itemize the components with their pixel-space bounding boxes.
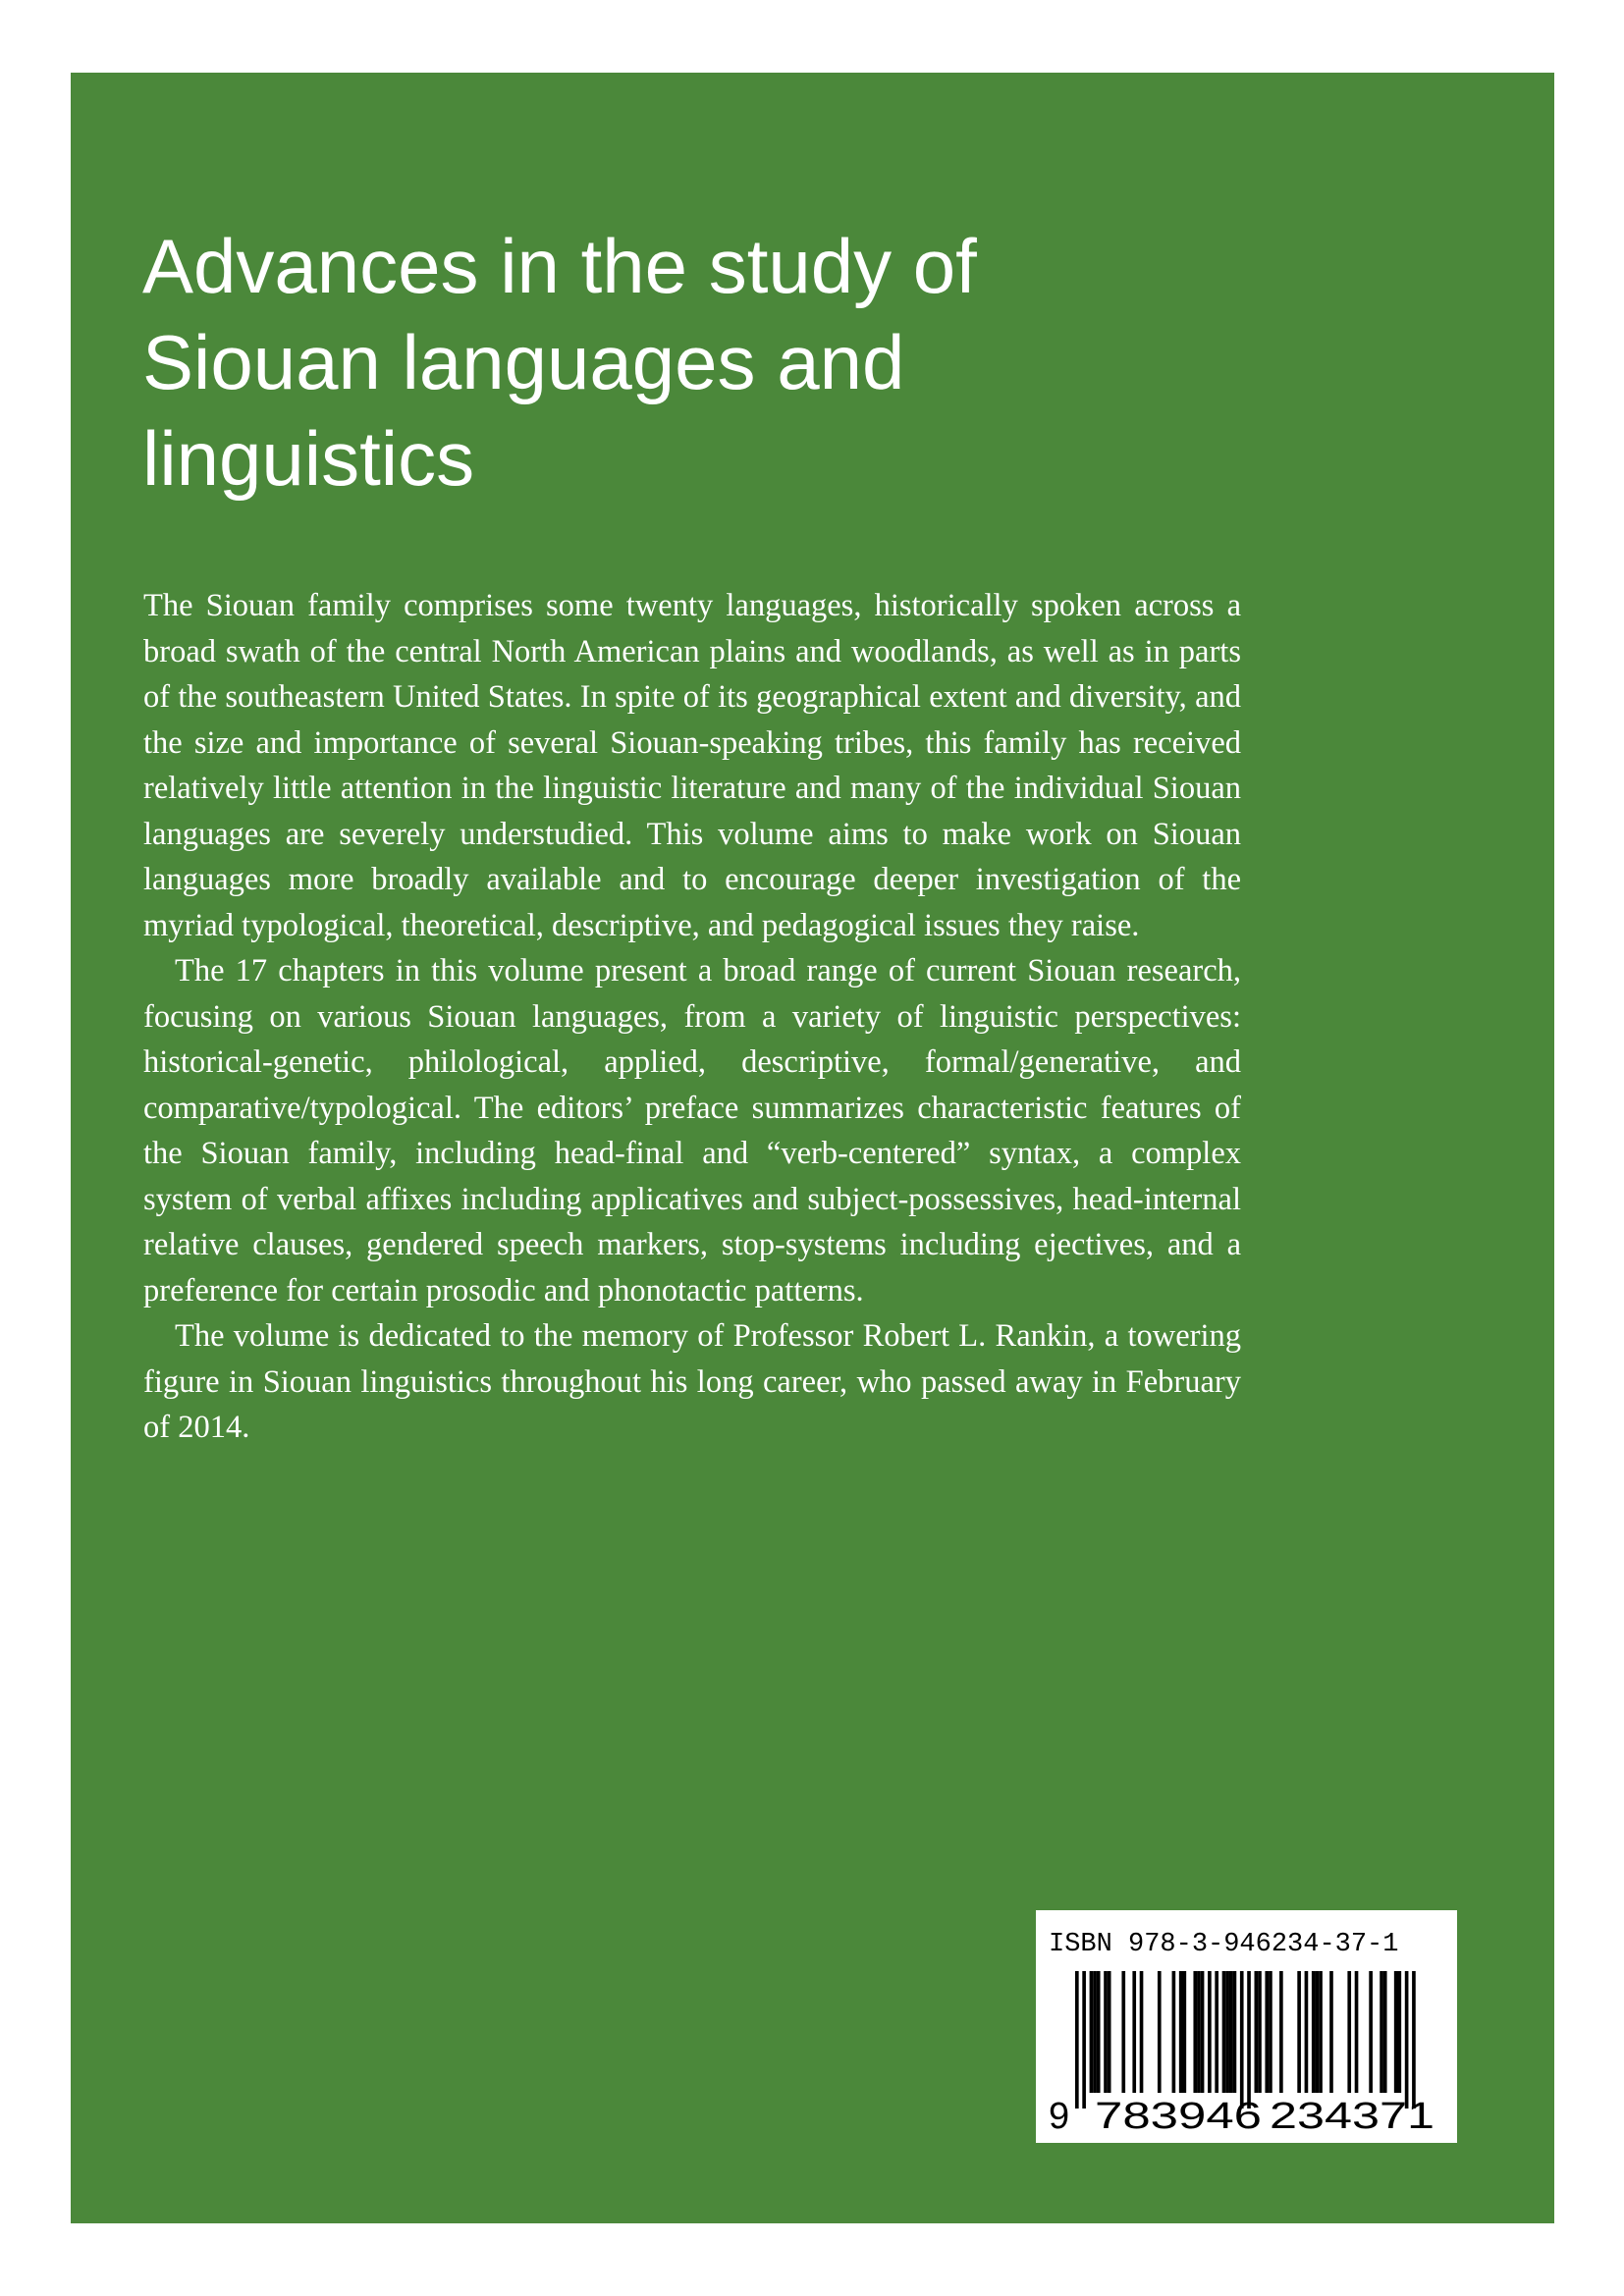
barcode-bar	[1208, 1971, 1212, 2093]
barcode-bar	[1394, 1971, 1398, 2093]
book-title	[142, 218, 1222, 507]
barcode-bar	[1222, 1971, 1226, 2093]
barcode-bar	[1090, 1971, 1094, 2093]
barcode-bar	[1179, 1971, 1183, 2093]
barcode-bar	[1383, 1971, 1387, 2093]
barcode-bar	[1097, 1971, 1101, 2093]
barcode-bar	[1197, 1971, 1201, 2093]
title-line-1: Advances in the study of	[142, 223, 977, 309]
barcode-bar	[1233, 1971, 1237, 2093]
barcode-bar	[1093, 1971, 1097, 2093]
barcode-bar	[1297, 1971, 1301, 2093]
barcode-bar	[1312, 1971, 1316, 2093]
barcode-bar	[1329, 1971, 1333, 2093]
barcode-left-digits: 783946	[1095, 2096, 1262, 2137]
blurb-paragraph-2: The 17 chapters in this volume present a broad range of current Siouan research, focusing on various Siouan languages, from a variety of linguistic perspectives: historical-genetic, philological, applied, descriptive, formal/generative, and comparative/typological. The editors’ preface summarizes characteristic features of the Siouan family, including head-final and “verb-centered” syntax, a complex system of verbal affixes including applicatives and subject-possessives, head-internal relative clauses, gendered speech markers, stop-systems including ejectives, and a preference for certain prosodic and phonotactic patterns.	[143, 953, 1241, 1308]
barcode-bar	[1369, 1971, 1373, 2093]
barcode-bar	[1158, 1971, 1162, 2093]
barcode-bar	[1380, 1971, 1383, 2093]
barcode-bar	[1355, 1971, 1359, 2093]
barcode-bar	[1193, 1971, 1197, 2093]
barcode-bar	[1269, 1971, 1272, 2093]
barcode-bar	[1201, 1971, 1205, 2093]
barcode-bar	[1316, 1971, 1320, 2093]
barcode-bar	[1247, 1971, 1251, 2109]
barcode-bar	[1183, 1971, 1187, 2093]
barcode	[1036, 1967, 1457, 2142]
barcode-bar	[1108, 1971, 1111, 2093]
blurb	[143, 583, 1241, 1451]
barcode-bar	[1240, 1971, 1244, 2109]
barcode-bar	[1225, 1971, 1229, 2093]
barcode-bar	[1279, 1971, 1283, 2093]
barcode-bar	[1140, 1971, 1144, 2093]
barcode-bar	[1347, 1971, 1351, 2093]
barcode-right-digits: 234371	[1270, 2096, 1435, 2137]
barcode-bar	[1121, 1971, 1125, 2093]
barcode-bar	[1229, 1971, 1233, 2093]
barcode-bar	[1305, 1971, 1309, 2093]
isbn-barcode-box	[1036, 1910, 1457, 2143]
barcode-bar	[1104, 1971, 1108, 2093]
barcode-bar	[1265, 1971, 1269, 2093]
isbn-label: ISBN 978-3-946234-37-1	[1049, 1930, 1399, 1959]
title-line-3: linguistics	[142, 415, 475, 502]
barcode-lead-digit: 9	[1049, 2096, 1070, 2137]
barcode-bars	[1075, 1971, 1416, 2109]
barcode-bar	[1405, 1971, 1409, 2109]
blurb-paragraph-1: The Siouan family comprises some twenty languages, historically spoken across a broad swath of the central North American plains and woodlands, as well as in parts of the southeastern United States. In spite of its geographical extent and diversity, and the size and importance of several Siouan-speaking tribes, this family has received relatively little attention in the linguistic literature and many of the individual Siouan languages are severely understudied. This volume aims to make work on Siouan languages more broadly available and to encourage deeper investigation of the myriad typological, theoretical, descriptive, and pedagogical issues they raise.	[143, 588, 1241, 943]
barcode-bar	[1255, 1971, 1259, 2093]
blurb-paragraph-3: The volume is dedicated to the memory of Professor Robert L. Rankin, a towering figure in Siouan linguistics throughout his long career, who passed away in February of 2014.	[143, 1318, 1241, 1445]
barcode-bar	[1215, 1971, 1218, 2093]
barcode-bar	[1412, 1971, 1416, 2109]
barcode-bar	[1082, 1971, 1086, 2109]
barcode-bar	[1398, 1971, 1402, 2093]
title-line-2: Siouan languages and	[142, 319, 905, 405]
barcode-bar	[1319, 1971, 1323, 2093]
barcode-bar	[1172, 1971, 1176, 2093]
barcode-bar	[1258, 1971, 1262, 2093]
barcode-bar	[1132, 1971, 1136, 2093]
barcode-bar	[1075, 1971, 1079, 2109]
